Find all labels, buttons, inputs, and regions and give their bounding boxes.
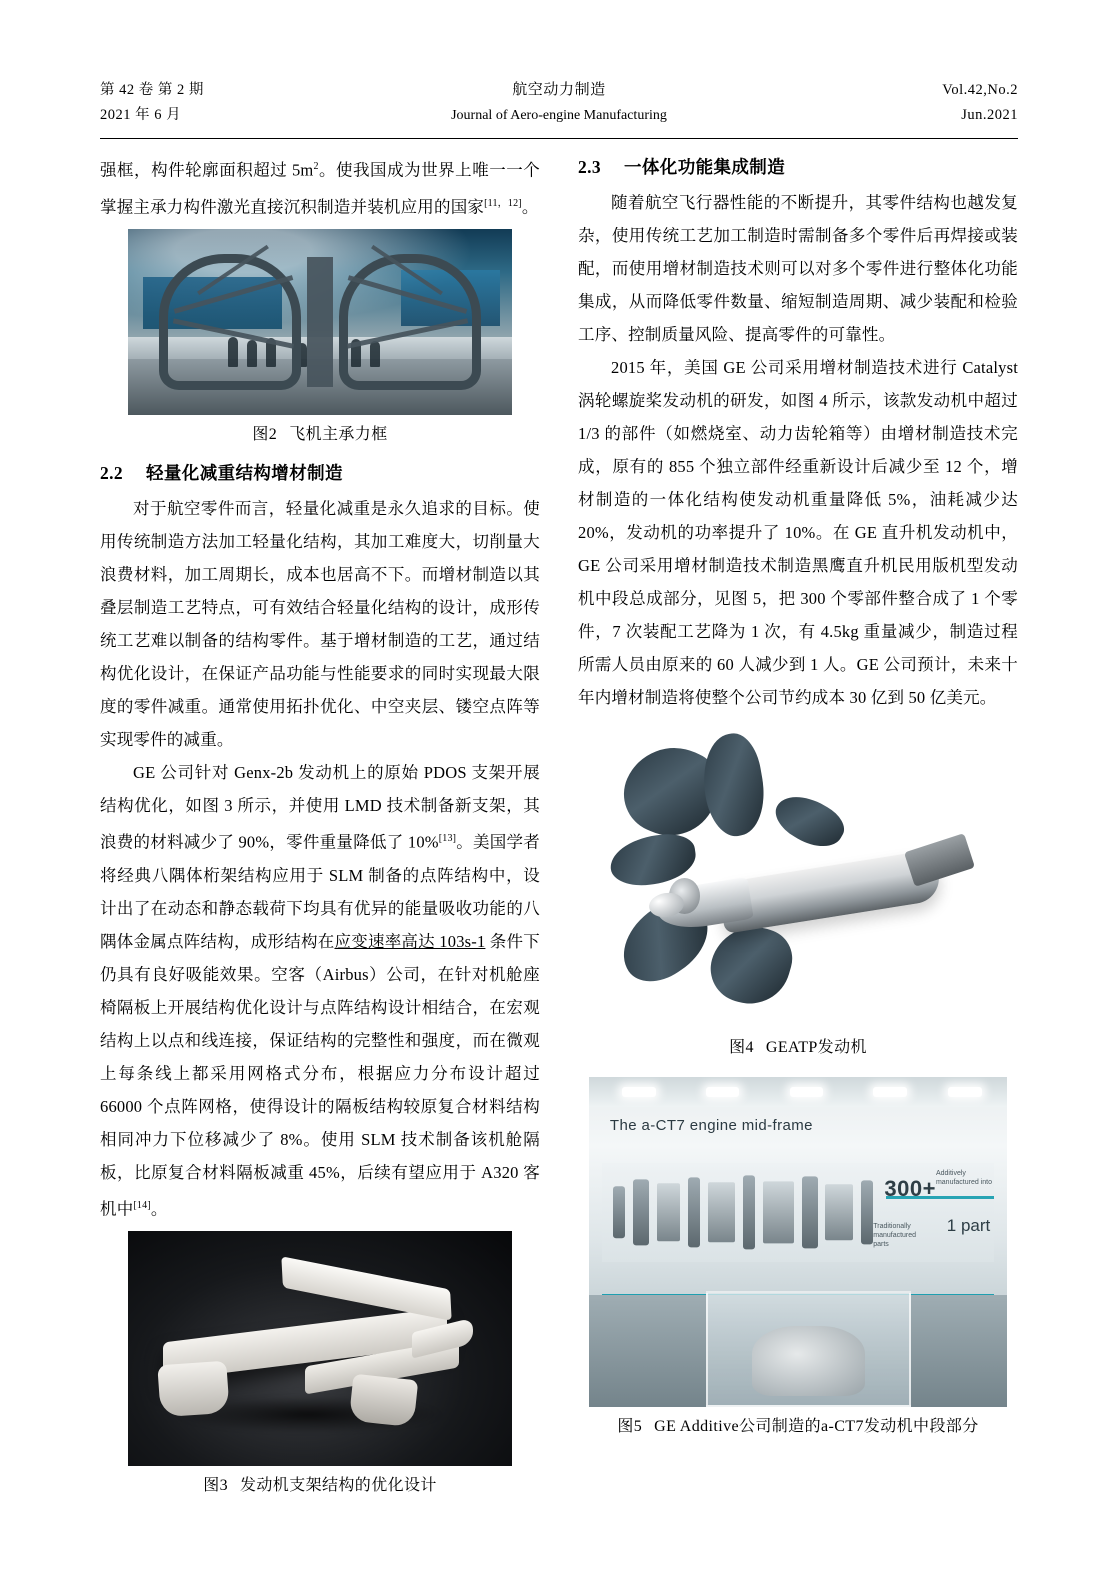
parts-count-label: 300+	[884, 1176, 936, 1201]
mid-frame-component	[752, 1326, 864, 1396]
engine-cylinder-part	[657, 1184, 681, 1241]
section-2-2-number: 2.2	[100, 463, 124, 483]
figure-4	[578, 728, 1018, 1061]
underlined-text-strain-rate: 应变速率高达 103s-1	[334, 931, 486, 951]
text-run: 强框，构件轮廓面积超过 5m	[100, 160, 314, 180]
propeller-blade	[695, 730, 771, 841]
header-row-top	[100, 78, 1018, 103]
header-row-bottom	[100, 103, 1018, 128]
engine-ring-part	[861, 1181, 873, 1244]
ceiling-light	[790, 1087, 823, 1097]
engine-ring-part	[802, 1177, 818, 1248]
volume-issue-en: Vol.42,No.2	[942, 82, 1018, 98]
engine-ring-part	[743, 1176, 755, 1249]
bracket-mount-foot-right	[348, 1373, 418, 1427]
engine-exhaust	[904, 833, 975, 887]
volume-issue: 第 42 卷 第 2 期	[100, 82, 204, 98]
text-run: 。	[521, 197, 539, 216]
figure-5	[578, 1077, 1018, 1440]
figure-4-number: 图4	[729, 1039, 754, 1056]
figure-2	[100, 229, 540, 448]
reference-marker-11-12: [11，12]	[484, 197, 522, 209]
text-run: 。使我国成为世界上唯一一个掌握主承力构件激光直接沉积制造并装机应用的国家	[100, 160, 540, 216]
paragraph-2-3-2: 2015 年，美国 GE 公司采用增材制造技术进行 Catalyst 涡轮螺旋桨发动机的研发，如图 4 所示，该款发动机中超过 1/3 的部件（如燃烧室、动力齿轮箱等）由增材制造技术完成，原有的 855 个独立部件经重新设计后减少至 12 个，增材制造的一体化结构使发动机重量降低 5%，油耗减少达 20%，发动机的功率提升了 10%。在 GE 直升机发动机中，GE 公司采用增材制造技术制造黑鹰直升机民用版机型发动机中段总成部分，见图 5，把 300 个零部件整合成了 1 个零件，7 次装配工艺降为 1 次，有 4.5kg 重量减少，制造过程所需人员由原来的 60 人减少到 1 人。GE 公司预计，未来十年内增材制造将使整个公司节约成本 30 亿到 50 亿美元。	[578, 358, 1018, 707]
single-part-label: 1 part	[946, 1215, 991, 1235]
reference-marker-13: [13]	[438, 833, 457, 844]
section-2-3-number: 2.3	[578, 157, 602, 177]
engine-cylinder-part	[763, 1182, 794, 1243]
figure-4-image	[602, 728, 994, 1028]
additive-parts-note: Additively manufactured into	[935, 1170, 992, 1187]
figure-3-title: 发动机支架结构的优化设计	[240, 1477, 437, 1494]
section-2-2-title: 轻量化减重结构增材制造	[146, 463, 343, 483]
engine-cylinder-part	[708, 1183, 736, 1242]
section-2-3-title: 一体化功能集成制造	[624, 157, 786, 177]
journal-title-cn: 航空动力制造	[512, 82, 606, 98]
text-run: 。	[150, 1199, 168, 1218]
traditional-parts-note: Traditionally manufactured parts	[873, 1223, 917, 1249]
paragraph-2-3-1: 随着航空飞行器性能的不断提升，其零件结构也越发复杂，使用传统工艺加工制造时需制备多个零件后再焊接或装配，而使用增材制造技术则可以对多个零件进行整体化功能集成，从而降低零件数量、缩短制造周期、减少装配和检验工序、控制质量风险、提高零件的可靠性。	[578, 193, 1018, 344]
figure-5-image	[589, 1077, 1007, 1407]
frame-center-spar	[307, 257, 333, 388]
figure-4-title: GEATP发动机	[765, 1039, 867, 1056]
engine-ring-part	[688, 1178, 700, 1247]
figure-2-caption	[100, 422, 540, 448]
section-heading-2-3	[578, 150, 1018, 184]
figure-5-number: 图5	[617, 1418, 643, 1435]
section-heading-2-2	[100, 456, 540, 490]
text-run: 。美国学者将经典八隅体桁架结构应用于 SLM 制备的点阵结构中，设计出了在动态和静态载荷下均具有优异的能量吸收功能的八隅体金属点阵结构，成形结构在	[100, 832, 540, 951]
ceiling-light	[948, 1087, 981, 1097]
ceiling-light	[873, 1087, 906, 1097]
engine-ring-part	[633, 1180, 649, 1245]
text-run: GE 公司针对 Genx-2b 发动机上的原始 PDOS 支架开展结构优化，如图 3 所示，并使用 LMD 技术制备新支架，其浪费的材料减少了 90%，零件重量降低了 10%	[100, 763, 540, 852]
journal-title-en: Journal of Aero-engine Manufacturing	[451, 108, 667, 123]
page-header	[100, 78, 1018, 136]
aircraft-main-load-bearing-frame	[159, 248, 482, 397]
engine-ring-part	[613, 1187, 625, 1238]
figure-2-number: 图2	[252, 426, 278, 443]
figure-3-number: 图3	[203, 1477, 228, 1494]
figure-3	[100, 1231, 540, 1499]
reference-marker-14: [14]	[133, 1199, 151, 1211]
issue-date-en: Jun.2021	[961, 107, 1018, 123]
paragraph-continued	[100, 150, 540, 223]
paragraph-2-2-1: 对于航空零件而言，轻量化减重是永久追求的目标。使用传统制造方法加工轻量化结构，其加工难度大，切削量大浪费材料，加工周期长，成本也居高不下。而增材制造以其叠层制造工艺特点，可有效结合轻量化结构的设计，成形传统工艺难以制备的结构零件。基于增材制造的工艺，通过结构优化设计，在保证产品功能与性能要求的同时实现最大限度的零件减重。通常使用拓扑优化、中空夹层、镂空点阵等实现零件的减重。	[100, 499, 540, 749]
figure-4-caption	[578, 1035, 1018, 1061]
header-divider	[100, 138, 1018, 139]
paragraph-2-2-2	[100, 756, 540, 1225]
figure-2-image	[128, 229, 512, 415]
figure-5-title: GE Additive公司制造的a-CT7发动机中段部分	[654, 1418, 979, 1435]
figure-2-title: 飞机主承力框	[289, 426, 388, 443]
text-run: 条件下仍具有良好吸能效果。空客（Airbus）公司，在针对机舱座椅隔板上开展结构优化设计与点阵结构设计相结合，在宏观结构上以点和线连接，保证结构的完整性和强度，而在微观上每条线上都采用网格式分布，根据应力分布设计超过 66000 个点阵网格，使得设计的隔板结构较原复合材料结构相同冲力下位移减少了 8%。使用 SLM 技术制备该机舱隔板，比原复合材料隔板减重 45%，后续有望应用于 A320 客机中	[100, 931, 540, 1218]
figure-3-caption	[100, 1473, 540, 1499]
left-column	[100, 150, 540, 1499]
bracket-mount-foot-left	[157, 1360, 230, 1416]
display-case	[706, 1291, 911, 1407]
right-column	[578, 150, 1018, 1440]
propeller-blade	[769, 785, 851, 857]
propeller-blade	[703, 917, 800, 1014]
issue-date-cn: 2021 年 6 月	[100, 107, 182, 123]
figure-3-image	[128, 1231, 512, 1466]
ceiling-light	[706, 1087, 739, 1097]
exhibit-headline: The a-CT7 engine mid-frame	[609, 1116, 813, 1134]
engine-cylinder-part	[825, 1185, 853, 1240]
ceiling-light	[622, 1087, 655, 1097]
figure-5-caption	[578, 1414, 1018, 1440]
footnote-marker-sup2: 2	[313, 161, 319, 172]
